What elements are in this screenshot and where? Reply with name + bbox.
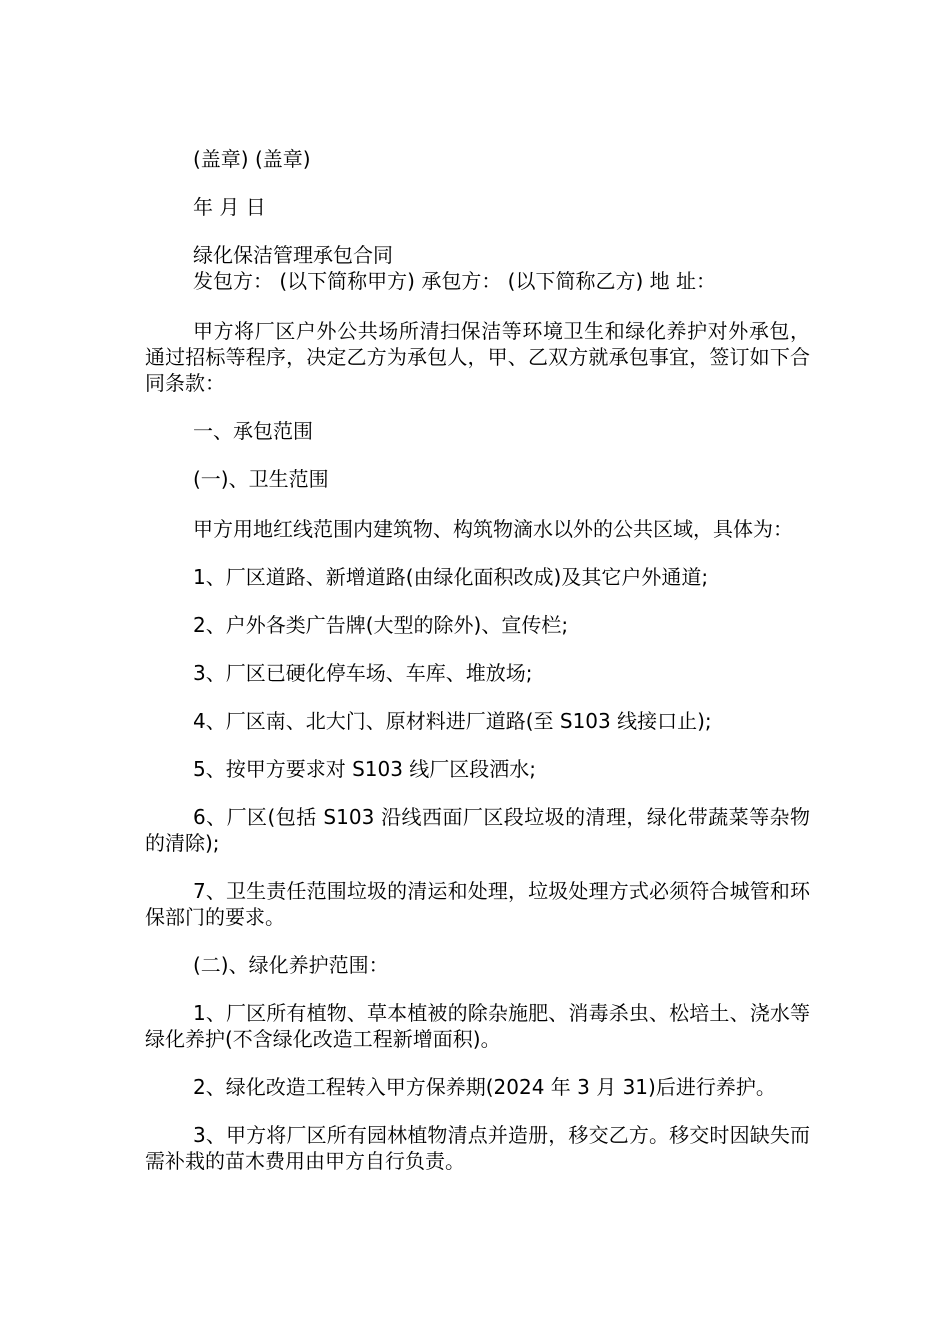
document-page — [145, 146, 810, 1174]
sanitation-intro: 甲方用地红线范围内建筑物、构筑物滴水以外的公共区域，具体为： — [193, 517, 793, 541]
contract-title: 绿化保洁管理承包合同 — [193, 243, 393, 267]
date-line: 年 月 日 — [193, 195, 266, 219]
sanitation-item: 4、厂区南、北大门、原材料进厂道路(至 S103 线接口止); — [193, 709, 712, 733]
sanitation-item: 3、厂区已硬化停车场、车库、堆放场; — [193, 661, 533, 685]
sanitation-item: 2、户外各类广告牌(大型的除外)、宣传栏; — [193, 613, 569, 637]
greening-item: 3、甲方将厂区所有园林植物清点并造册，移交乙方。移交时因缺失而需补栽的苗木费用由甲方自行负责。 — [145, 1123, 810, 1173]
sanitation-item: 7、卫生责任范围垃圾的清运和处理，垃圾处理方式必须符合城管和环保部门的要求。 — [145, 879, 810, 929]
section-heading-scope: 一、承包范围 — [193, 419, 313, 443]
seal-line: (盖章) (盖章) — [193, 147, 311, 171]
subsection-heading-sanitation: (一)、卫生范围 — [193, 467, 329, 491]
sanitation-item: 6、厂区(包括 S103 沿线西面厂区段垃圾的清理，绿化带蔬菜等杂物的清除); — [145, 805, 810, 855]
sanitation-item: 1、厂区道路、新增道路(由绿化面积改成)及其它户外通道; — [193, 565, 709, 589]
parties-line: 发包方： (以下简称甲方) 承包方： (以下简称乙方) 地 址： — [193, 269, 716, 293]
intro-paragraph: 甲方将厂区户外公共场所清扫保洁等环境卫生和绿化养护对外承包，通过招标等程序，决定乙方为承包人，甲、乙双方就承包事宜，签订如下合同条款： — [145, 319, 810, 395]
greening-item: 2、绿化改造工程转入甲方保养期(2024 年 3 月 31)后进行养护。 — [193, 1075, 776, 1099]
sanitation-item: 5、按甲方要求对 S103 线厂区段洒水; — [193, 757, 537, 781]
greening-item: 1、厂区所有植物、草本植被的除杂施肥、消毒杀虫、松培土、浇水等绿化养护(不含绿化改造工程新增面积)。 — [145, 1001, 810, 1051]
subsection-heading-greening: (二)、绿化养护范围： — [193, 953, 389, 977]
